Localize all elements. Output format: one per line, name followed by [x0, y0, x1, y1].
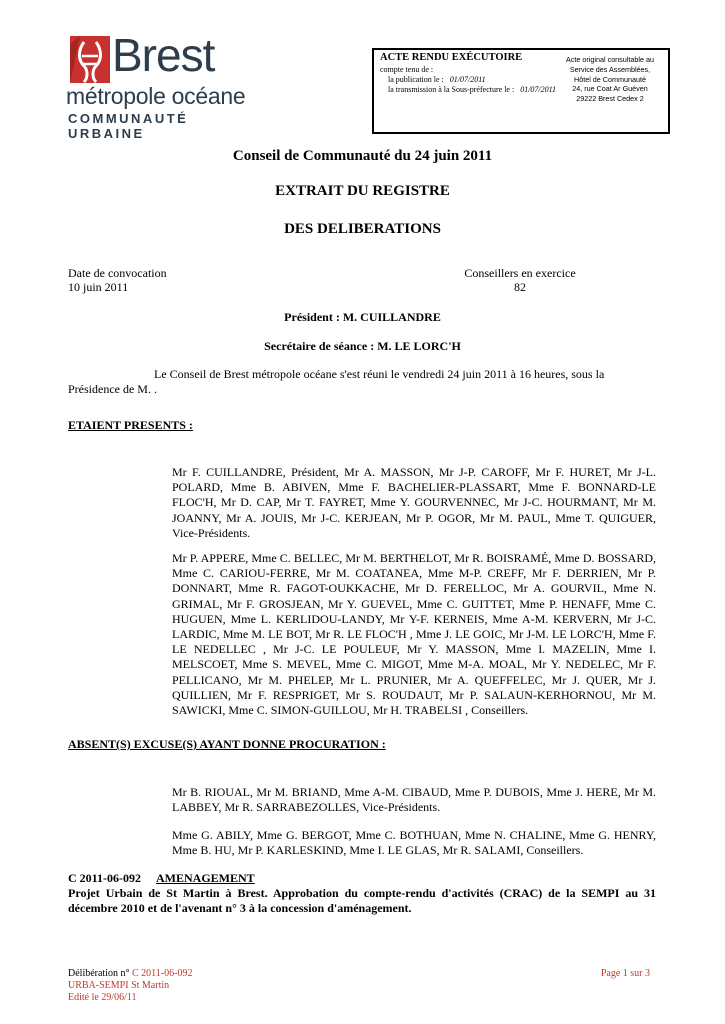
- footer-deliberation-number: C 2011-06-092: [131, 968, 193, 979]
- brest-emblem-icon: [66, 34, 112, 84]
- footer-deliberation-label: Délibération n°: [68, 968, 130, 979]
- footer-info: [68, 968, 192, 1005]
- executory-stamp: [372, 48, 670, 134]
- presents-vice-presidents: Mr F. CUILLANDRE, Président, Mr A. MASSON, Mr J-P. CAROFF, Mr F. HURET, Mr J-L. POLARD, Mme B. ABIVEN, Mme F. BACHELIER-PLASSART, Mme F. BONNARD-LE FLOC'H, Mr D. CAP, Mr T. FAYRET, Mme Y. GOURVENNEC, Mr J-C. HOURMANT, Mr M. JOANNY, Mr A. JOUIS, Mr J-C. KERJEAN, Mr P. OGOR, Mr M. PAUL, Mme T. QUIGUER, Vice-Présidents.: [172, 465, 656, 540]
- logo-brand: Brest: [112, 29, 215, 81]
- stamp-transmission-label: la transmission à la Sous-préfecture le :: [388, 85, 515, 94]
- convocation-block: [68, 266, 167, 294]
- absents-vice-presidents: Mr B. RIOUAL, Mr M. BRIAND, Mme A-M. CIBAUD, Mme P. DUBOIS, Mme J. HERE, Mr M. LABBEY, Mr R. SARRABEZOLLES, Vice-Présidents.: [172, 785, 656, 815]
- president-line: Président : M. CUILLANDRE: [284, 310, 441, 324]
- stamp-subtitle: compte tenu de :: [380, 65, 434, 74]
- stamp-transmission-date: 01/07/2011: [520, 85, 557, 94]
- register-heading: EXTRAIT DU REGISTRE: [275, 183, 450, 199]
- stamp-publication-date: 01/07/2011: [449, 75, 486, 84]
- stamp-address-line: 24, rue Coat Ar Guéven: [572, 84, 648, 94]
- deliberation-header: [68, 871, 255, 886]
- deliberations-heading: DES DELIBERATIONS: [284, 221, 441, 237]
- intro-line-1: Le Conseil de Brest métropole océane s'est réuni le vendredi 24 juin 2011 à 16 heures, sous la: [154, 367, 605, 381]
- absents-conseillers: Mme G. ABILY, Mme G. BERGOT, Mme C. BOTHUAN, Mme N. CHALINE, Mme G. HENRY, Mme B. HU, Mr P. KARLESKIND, Mme I. LE GLAS, Mr R. SALAMI, Conseillers.: [172, 828, 656, 858]
- footer-service: URBA-SEMPI St Martin: [68, 980, 170, 992]
- footer-deliberation: [68, 968, 192, 980]
- convocation-label: Date de convocation: [68, 266, 167, 280]
- intro-line-2: Présidence de M. .: [68, 382, 157, 396]
- stamp-publication: [388, 75, 486, 84]
- stamp-title: ACTE RENDU EXÉCUTOIRE: [380, 52, 523, 63]
- stamp-publication-label: la publication le :: [388, 75, 444, 84]
- conseillers-label: Conseillers en exercice: [464, 266, 576, 280]
- stamp-address-line: Hôtel de Communauté: [574, 74, 646, 84]
- stamp-address-line: Service des Assemblées,: [569, 64, 651, 74]
- page-number: Page 1 sur 3: [600, 968, 650, 979]
- stamp-transmission: [388, 85, 556, 94]
- brest-metropole-logo: [66, 29, 256, 141]
- conseillers-count: 82: [514, 280, 526, 294]
- conseillers-block: [455, 266, 585, 294]
- deliberation-title: Projet Urbain de St Martin à Brest. Approbation du compte-rendu d'activités (CRAC) de la SEMPI au 31 décembre 2010 et de l'avenant n° 3 à la concession d'aménagement.: [68, 886, 656, 915]
- logo-tagline: COMMUNAUTÉ URBAINE: [68, 111, 189, 141]
- footer-edited: Edité le 29/06/11: [68, 992, 137, 1004]
- deliberation-number: C 2011-06-092: [68, 871, 141, 885]
- secretaire-line: Secrétaire de séance : M. LE LORC'H: [264, 339, 461, 353]
- council-title: Conseil de Communauté du 24 juin 2011: [232, 148, 493, 164]
- absents-heading: ABSENT(S) EXCUSE(S) AYANT DONNE PROCURATION :: [68, 737, 386, 751]
- presents-heading: ETAIENT PRESENTS :: [68, 418, 193, 432]
- convocation-date: 10 juin 2011: [68, 280, 129, 294]
- logo-subtitle: métropole océane: [66, 83, 246, 109]
- stamp-address: [558, 55, 662, 104]
- intro-paragraph: [68, 367, 656, 397]
- presents-conseillers: Mr P. APPERE, Mme C. BELLEC, Mr M. BERTHELOT, Mr R. BOISRAMÉ, Mme D. BOSSARD, Mme C. CARIOU-FERRE, Mr M. COATANEA, Mme M-P. CREFF, Mr F. DERRIEN, Mr P. DONNART, Mme R. FAGOT-OUKKACHE, Mr D. FERELLOC, Mr A. GOURVIL, Mme N. GRIMAL, Mr F. GROSJEAN, Mr Y. GUEVEL, Mme C. GUITTET, Mme P. HENAFF, Mme C. HUGUEN, Mme L. KERLIDOU-LANDY, Mr Y-F. KERNEIS, Mme A-M. KERVERN, Mr J-C. LARDIC, Mme M. LE BOT, Mr R. LE FLOC'H , Mme J. LE GOIC, Mr J-M. LE LORC'H, Mme F. LE NEDELLEC , Mr J-C. LE POULEUF, Mr Y. MASSON, Mme I. MAZELIN, Mme I. MELSCOET, Mme S. MEVEL, Mme C. MIGOT, Mme M-A. MOAL, Mr Y. NEDELEC, Mr F. PELLICANO, Mr M. PHELEP, Mr L. PRUNIER, Mr A. QUEFFELEC, Mr J. QUER, Mr J. QUILLIEN, Mr F. RESPRIGET, Mr S. ROUDAUT, Mr P. SALAUN-KERHORNOU, Mr M. SAWICKI, Mme C. SIMON-GUILLOU, Mr H. TRABELSI , Conseillers.: [172, 551, 656, 718]
- deliberation-category: AMENAGEMENT: [156, 871, 255, 885]
- stamp-address-line: 29222 Brest Cedex 2: [576, 94, 644, 104]
- stamp-address-line: Acte original consultable au: [566, 55, 654, 64]
